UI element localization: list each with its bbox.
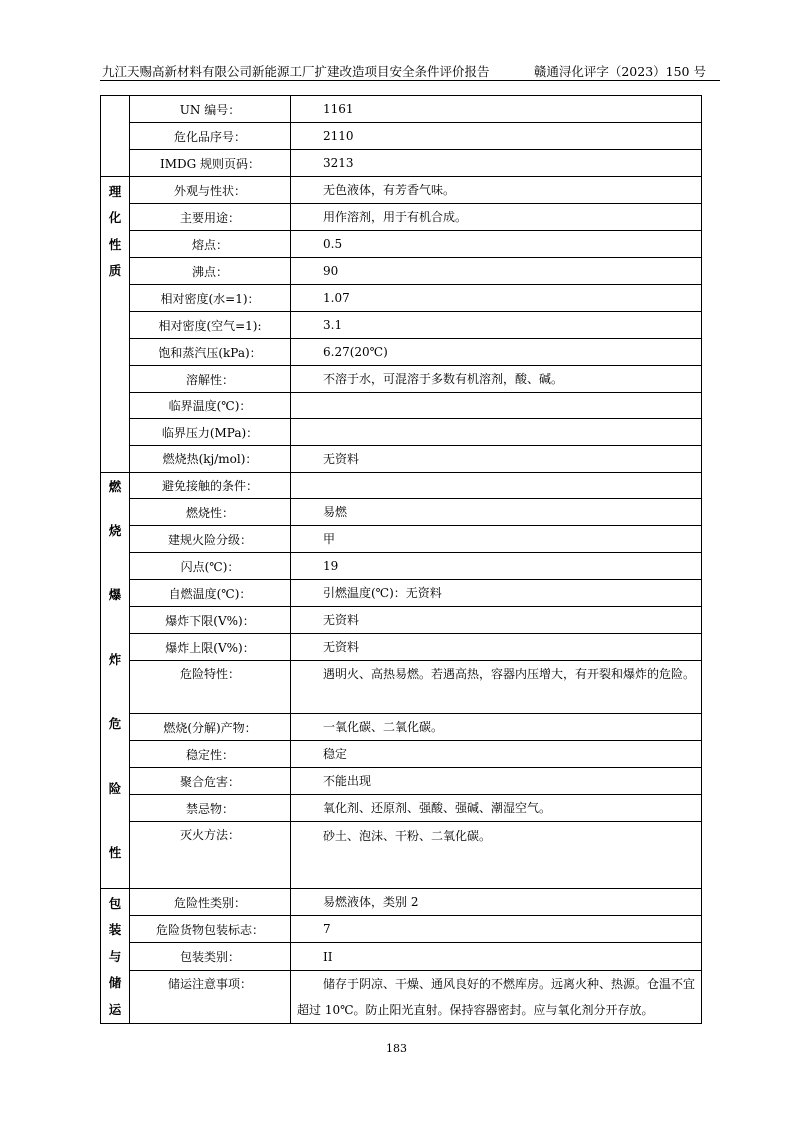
page-number: 183 (386, 1042, 407, 1055)
table-row (101, 943, 702, 970)
table-row (101, 339, 702, 366)
table-row (101, 916, 702, 943)
row-value: 3.1 (291, 312, 702, 339)
row-label: 临界温度(℃)： (130, 393, 291, 419)
row-label: 危险性类别： (130, 889, 291, 916)
row-value: 无资料 (291, 634, 702, 661)
row-value: 无资料 (291, 607, 702, 634)
table-row (101, 580, 702, 607)
table-row (101, 499, 702, 526)
row-label: UN 编号： (130, 96, 291, 123)
section-char: 危 (108, 716, 122, 732)
row-label: 包装类别： (130, 943, 291, 970)
row-label: 禁忌物： (130, 795, 291, 822)
row-value: 甲 (291, 526, 702, 553)
row-value: 6.27(20℃) (291, 339, 702, 366)
table-row (101, 661, 702, 714)
row-value: 1161 (291, 96, 702, 123)
chemical-properties-table (100, 95, 702, 1024)
table-row (101, 970, 702, 1023)
row-value: 易燃液体，类别 2 (291, 889, 702, 916)
table-row (101, 741, 702, 768)
table-row (101, 768, 702, 795)
row-label: 燃烧(分解)产物： (130, 714, 291, 741)
section-physical-properties (101, 177, 130, 473)
section-char: 化 (108, 210, 122, 226)
row-label: 燃烧性： (130, 499, 291, 526)
section-char: 燃 (108, 478, 122, 494)
section-packaging-storage (101, 889, 130, 1024)
row-label: 爆炸下限(V%)： (130, 607, 291, 634)
section-char: 烧 (108, 522, 122, 538)
row-label: 外观与性状： (130, 177, 291, 204)
row-label: 相对密度(空气=1): (130, 312, 291, 339)
table-row (101, 393, 702, 419)
table-row (101, 607, 702, 634)
row-label: 熔点： (130, 231, 291, 258)
row-label: 临界压力(MPa)： (130, 419, 291, 445)
section-char: 性 (108, 845, 122, 861)
table-row (101, 889, 702, 916)
row-value: 0.5 (291, 231, 702, 258)
row-value (291, 393, 702, 419)
section-char: 爆 (108, 587, 122, 603)
row-label: 避免接触的条件： (130, 472, 291, 498)
section-combustion-hazard (101, 472, 130, 888)
row-value: 不溶于水，可混溶于多数有机溶剂，酸、碱。 (291, 366, 702, 393)
row-value: 用作溶剂，用于有机合成。 (291, 204, 702, 231)
section-char: 与 (108, 948, 122, 964)
row-value: 3213 (291, 150, 702, 177)
row-label: 燃烧热(kj/mol)： (130, 445, 291, 472)
table-row (101, 445, 702, 472)
row-label: IMDG 规则页码： (130, 150, 291, 177)
row-label: 危险货物包装标志： (130, 916, 291, 943)
table-row (101, 96, 702, 123)
table-row (101, 714, 702, 741)
row-value: 无色液体，有芳香气味。 (291, 177, 702, 204)
table-row (101, 419, 702, 445)
row-label: 闪点(℃)： (130, 553, 291, 580)
row-value: 19 (291, 553, 702, 580)
row-value: 一氧化碳、二氧化碳。 (291, 714, 702, 741)
report-number: 赣通浔化评字（2023）150 号 (533, 64, 706, 79)
section-char: 装 (108, 922, 122, 938)
report-title: 九江天赐高新材料有限公司新能源工厂扩建改造项目安全条件评价报告 (102, 64, 490, 79)
row-label: 沸点： (130, 258, 291, 285)
section-char: 储 (108, 975, 122, 991)
row-label: 主要用途： (130, 204, 291, 231)
table-row (101, 177, 702, 204)
table-row (101, 204, 702, 231)
row-value: 砂土、泡沫、干粉、二氧化碳。 (291, 822, 702, 889)
table-row (101, 634, 702, 661)
row-value: 稳定 (291, 741, 702, 768)
table-row (101, 150, 702, 177)
table-row (101, 553, 702, 580)
table-row (101, 526, 702, 553)
row-label: 聚合危害： (130, 768, 291, 795)
row-label: 稳定性： (130, 741, 291, 768)
row-label: 饱和蒸汽压(kPa)： (130, 339, 291, 366)
row-value: 遇明火、高热易燃。若遇高热，容器内压增大，有开裂和爆炸的危险。 (291, 661, 702, 714)
section-char: 炸 (108, 651, 122, 667)
table-row (101, 366, 702, 393)
row-value: 7 (291, 916, 702, 943)
row-value (291, 419, 702, 445)
section-blank (101, 96, 130, 177)
table-row (101, 231, 702, 258)
row-value: 引燃温度(℃)：无资料 (291, 580, 702, 607)
row-label: 危险特性： (130, 661, 291, 714)
section-char: 险 (108, 780, 122, 796)
table-row (101, 285, 702, 312)
section-char: 性 (108, 236, 122, 252)
row-value (291, 472, 702, 498)
row-value: II (291, 943, 702, 970)
row-label: 爆炸上限(V%)： (130, 634, 291, 661)
row-label: 溶解性： (130, 366, 291, 393)
row-value: 易燃 (291, 499, 702, 526)
row-value: 无资料 (291, 445, 702, 472)
row-value: 不能出现 (291, 768, 702, 795)
row-label: 建规火险分级： (130, 526, 291, 553)
row-value: 氧化剂、还原剂、强酸、强碱、潮湿空气。 (291, 795, 702, 822)
row-label: 自燃温度(℃)： (130, 580, 291, 607)
table-row (101, 258, 702, 285)
row-label: 危化品序号： (130, 123, 291, 150)
row-value: 储存于阴凉、干燥、通风良好的不燃库房。远离火种、热源。仓温不宜超过 10℃。防止阳光直射。保持容器密封。应与氧化剂分开存放。 (291, 970, 702, 1023)
row-value: 1.07 (291, 285, 702, 312)
section-char: 理 (108, 184, 122, 199)
table-row (101, 822, 702, 889)
section-char: 质 (108, 263, 122, 279)
section-char: 运 (108, 1001, 122, 1017)
table-row (101, 795, 702, 822)
table-row (101, 312, 702, 339)
row-label: 储运注意事项： (130, 970, 291, 1023)
row-label: 灭火方法： (130, 822, 291, 889)
table-row (101, 472, 702, 498)
row-label: 相对密度(水=1)： (130, 285, 291, 312)
section-char: 包 (108, 896, 122, 912)
table-row (101, 123, 702, 150)
row-value: 2110 (291, 123, 702, 150)
row-value: 90 (291, 258, 702, 285)
page-header (100, 60, 720, 81)
